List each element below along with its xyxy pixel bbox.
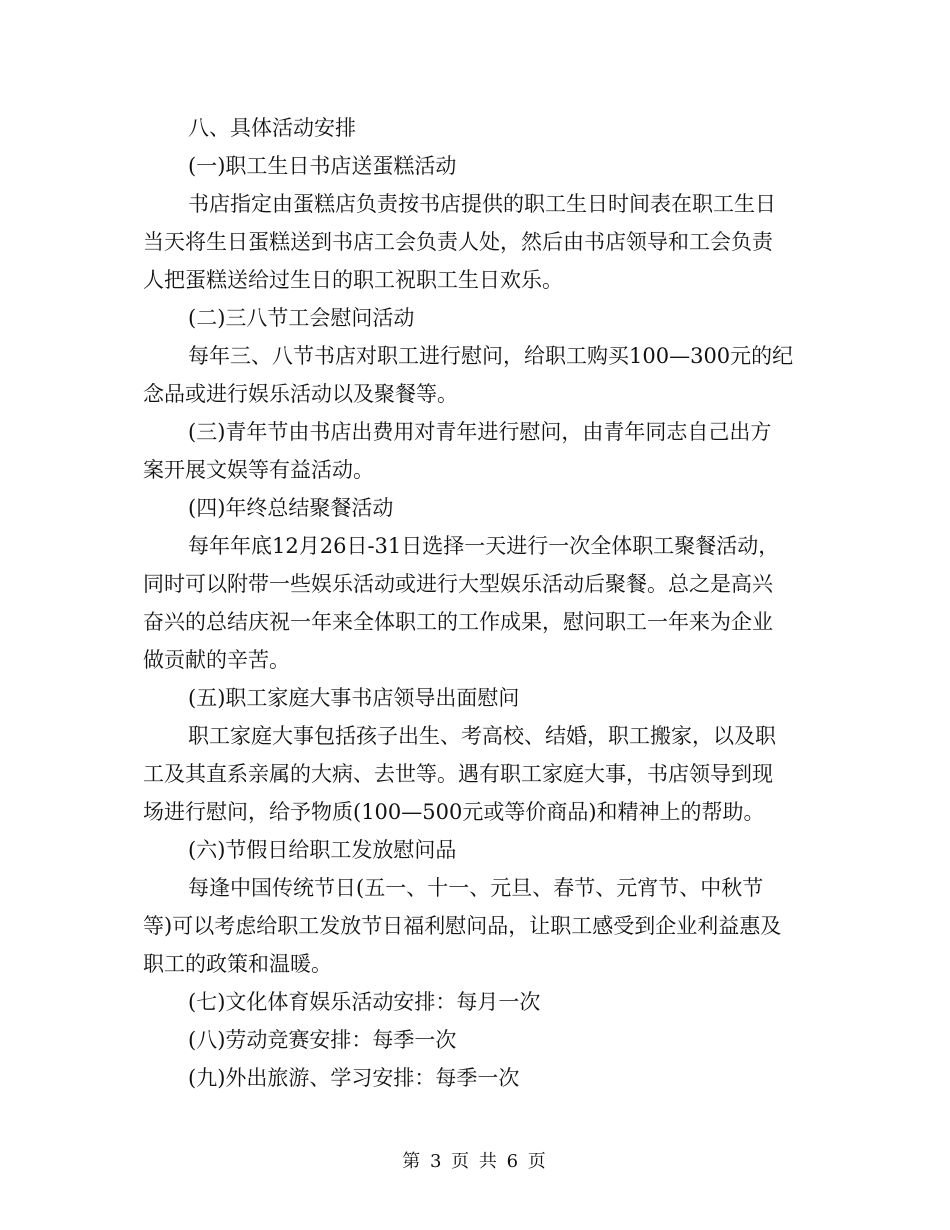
paragraph-line: 书店指定由蛋糕店负责按书店提供的职工生日时间表在职工生日: [188, 192, 776, 216]
subsection-heading-1: (一)职工生日书店送蛋糕活动: [188, 154, 457, 178]
subsection-heading-9: (九)外出旅游、学习安排：每季一次: [188, 1066, 520, 1090]
subsection-heading-5: (五)职工家庭大事书店领导出面慰问: [188, 686, 520, 710]
page-number-footer: 第 3 页 共 6 页: [402, 1151, 548, 1172]
paragraph-line: 每逢中国传统节日(五一、十一、元旦、春节、元宵节、中秋节: [188, 876, 764, 900]
paragraph-line: 案开展文娱等有益活动。: [143, 458, 374, 482]
paragraph-line: 奋兴的总结庆祝一年来全体职工的工作成果，慰问职工一年来为企业: [143, 610, 773, 634]
section-heading: 八、具体活动安排: [188, 116, 356, 140]
paragraph-line: 职工的政策和温暖。: [143, 952, 332, 976]
paragraph-line: 工及其直系亲属的大病、去世等。遇有职工家庭大事，书店领导到现: [143, 762, 773, 786]
subsection-heading-7: (七)文化体育娱乐活动安排：每月一次: [188, 990, 541, 1014]
paragraph-line: 每年年底12月26日-31日选择一天进行一次全体职工聚餐活动，: [188, 534, 780, 558]
subsection-heading-8: (八)劳动竞赛安排：每季一次: [188, 1028, 457, 1052]
paragraph-line: 场进行慰问，给予物质(100—500元或等价商品)和精神上的帮助。: [143, 800, 765, 824]
paragraph-line: 人把蛋糕送给过生日的职工祝职工生日欢乐。: [143, 268, 563, 292]
subsection-heading-2: (二)三八节工会慰问活动: [188, 306, 415, 330]
document-body: [143, 109, 809, 1097]
subsection-heading-6: (六)节假日给职工发放慰问品: [188, 838, 457, 862]
paragraph-line: 每年三、八节书店对职工进行慰问，给职工购买100—300元的纪: [188, 344, 794, 368]
paragraph-line: 职工家庭大事包括孩子出生、考高校、结婚，职工搬家，以及职: [188, 724, 776, 748]
subsection-heading-4: (四)年终总结聚餐活动: [188, 496, 394, 520]
paragraph-line: 等)可以考虑给职工发放节日福利慰问品，让职工感受到企业利益惠及: [143, 914, 782, 938]
paragraph-line: 念品或进行娱乐活动以及聚餐等。: [143, 382, 458, 406]
paragraph-line: 做贡献的辛苦。: [143, 648, 290, 672]
subsection-heading-3: (三)青年节由书店出费用对青年进行慰问，由青年同志自己出方: [188, 420, 772, 444]
paragraph-line: 当天将生日蛋糕送到书店工会负责人处，然后由书店领导和工会负责: [143, 230, 773, 254]
paragraph-line: 同时可以附带一些娱乐活动或进行大型娱乐活动后聚餐。总之是高兴: [143, 572, 773, 596]
